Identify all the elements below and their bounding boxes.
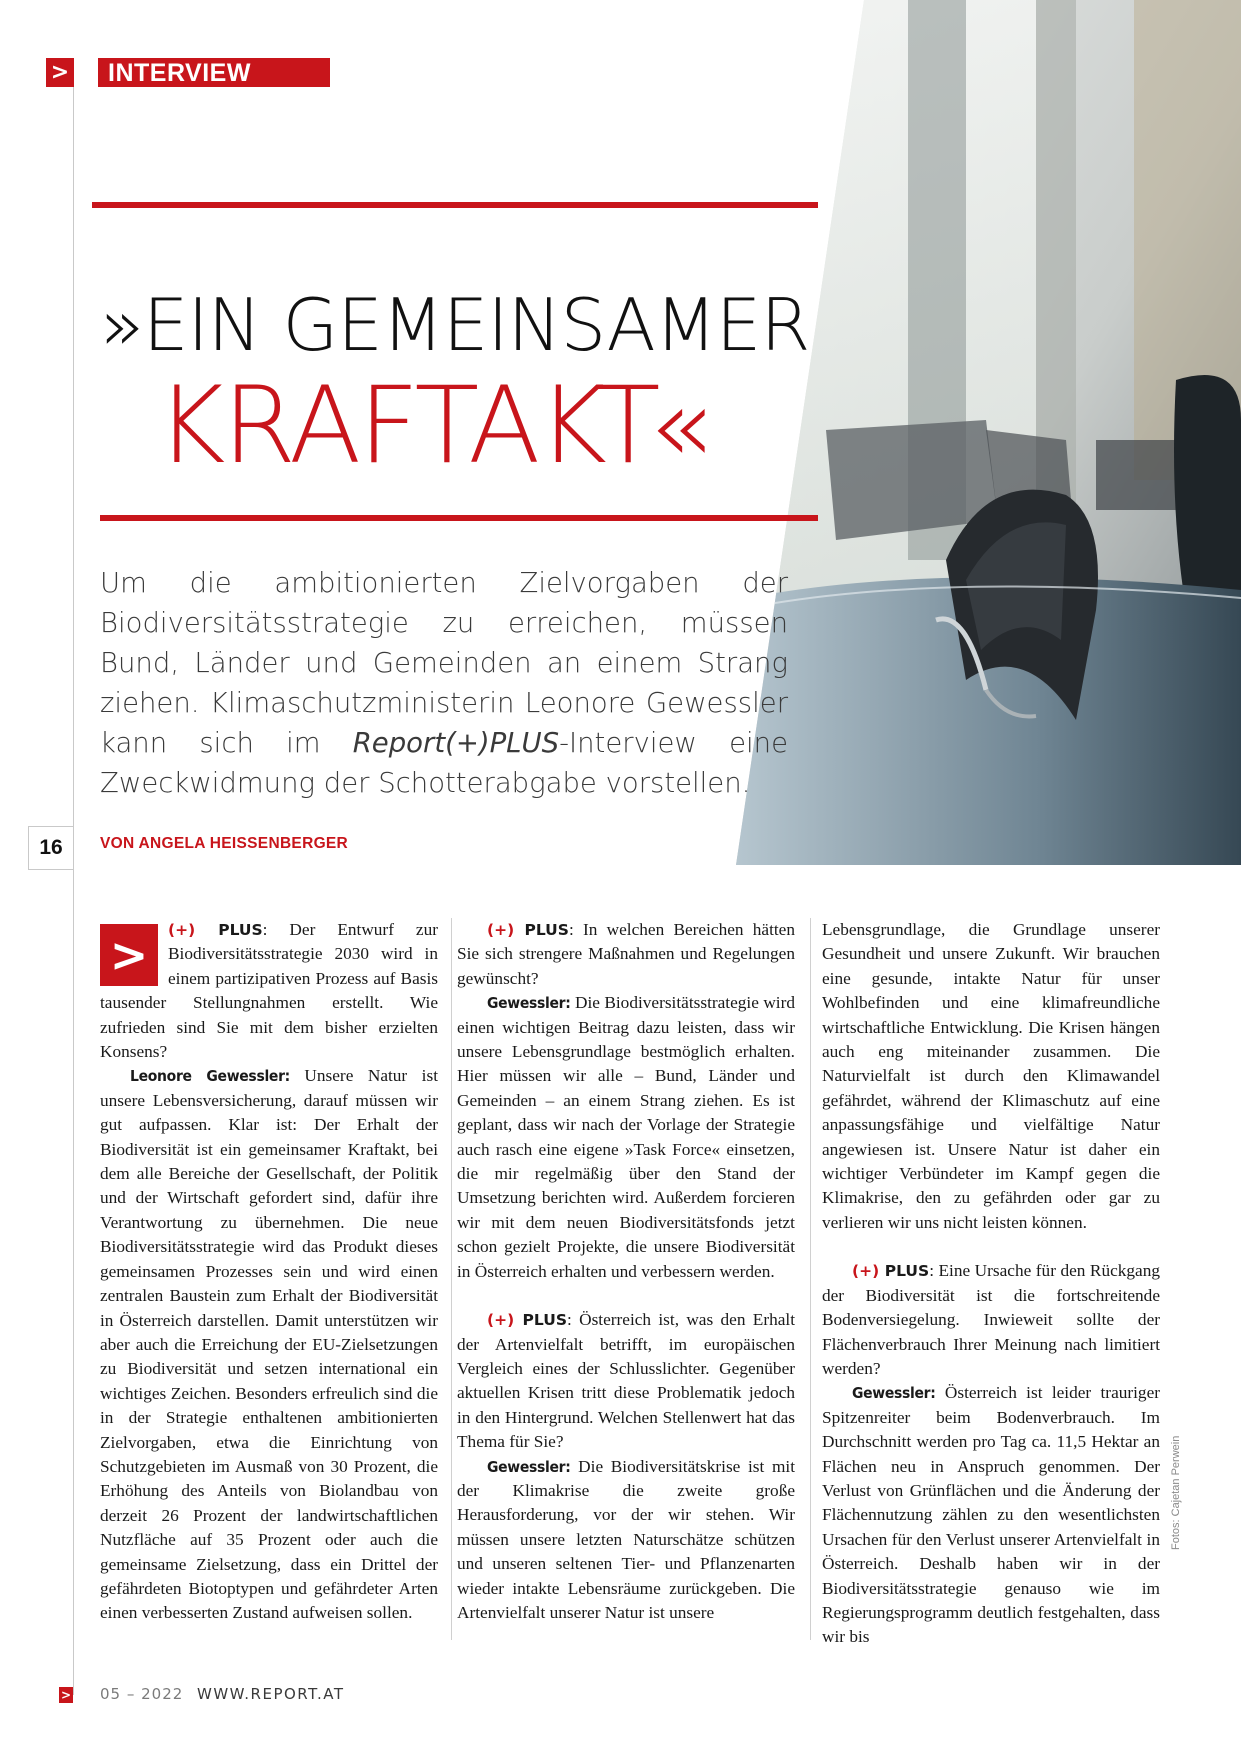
- answer-3: Die Biodiversitätskrise ist mit der Klimakrise die zweite große Herausforderung, vor der wir stehen. Wir müssen unsere letzten Naturschätze schützen und unseren seltenen Tier- und Pflanzenarten wieder intakte Lebensräume zurückgeben. Die Artenvielfalt unserer Natur ist unsere: [457, 1456, 795, 1622]
- lead-publication: Report(+)PLUS: [352, 727, 560, 759]
- question-label: (+) PLUS: [852, 1262, 930, 1281]
- answer-2: Die Biodiversitätsstrategie wird einen wichtigen Beitrag dazu leisten, dass wir unsere Lebensgrundlage bestmöglich erhalten. Hier müssen wir alle – Bund, Länder und Gemeinden – an einem Strang ziehen. Es ist geplant, dass wir nach der Vorlage der Strategie auch rasch eine eigene »Task Force« einsetzen, die mir regelmäßig über den Stand der Umsetzung berichten wird. Außerdem forcieren wir mit dem neuen Biodiversitätsfonds jetzt schon gezielt Projekte, die unsere Biodiversität in Österreich erhalten und verbessern werden.: [457, 993, 795, 1281]
- speaker-label: Gewessler:: [487, 994, 571, 1013]
- question-label: (+) PLUS: [487, 921, 569, 939]
- question-label: (+) PLUS: [168, 921, 263, 939]
- column-divider: [451, 918, 452, 1640]
- conference-room-photo: [736, 0, 1241, 865]
- answer-1: Unsere Natur ist unsere Lebensversicherung, darauf müssen wir gut aufpassen. Klar ist: Der Erhalt der Biodiversität ist ein gemeinsamer Kraftakt, bei dem alle Bereiche der Gesellschaft, der Politik und der Wirtschaft gefordert sind, dafür ihre Verantwortung zu übernehmen. Die neue Biodiversitätsstrategie wird das Produkt dieses gemeinsamen Prozesses sein und wird einen zentralen Baustein zum Erhalt der Biodiversität in Österreich darstellen. Damit unterstützen wir aber auch die Erreichung der EU-Zielsetzungen zu Biodiversität und setzen international ein wichtiges Zeichen. Besonders erfreulich sind die in der Strategie enthaltenen ambitionierten Zielvorgaben, etwa die Einrichtung von Schutzgebieten im Ausmaß von 30 Prozent, die Erhöhung des Anteils von Biolandbau von derzeit 26 Prozent der landwirtschaftlichen Nutzfläche auf 35 Prozent oder auch die gemeinsame Zielsetzung, dass ein Drittel der gefährdeten Biotoptypen und gefährdeter Arten einen verbesserten Zustand aufweisen sollen.: [100, 1066, 438, 1623]
- body-column-3: [822, 918, 1160, 1650]
- body-column-1: [100, 918, 438, 1626]
- question-3: : Österreich ist, was den Erhalt der Artenvielfalt betrifft, im europäischen Vergleich eines der Schlusslichter. Gegenüber aktuellen Krisen tritt diese Problematik jedoch in den Hintergrund. Welchen Stellenwert hat das Thema für Sie?: [457, 1310, 795, 1452]
- answer-3-continued: Lebensgrundlage, die Grundlage unserer Gesundheit und unsere Zukunft. Wir brauchen eine gesunde, intakte Natur für unser Wohlbefinden und eine klimafreundliche wirtschaftliche Entwicklung. Die Krisen hängen auch eng miteinander zusammen. Die Naturvielfalt ist durch den Klimawandel gefährdet, während der Klimaschutz auf eine anpassungsfähige und vielfältige Natur angewiesen ist. Unsere Natur ist daher ein wichtiger Verbündeter im Kampf gegen die Klimakrise, den zu gefährden oder gar zu verlieren wir uns nicht leisten können.: [822, 920, 1160, 1232]
- headline-line-1: »EIN GEMEINSAMER: [100, 283, 810, 367]
- lead-text-2: -Interview eine Zweckwidmung der Schotterabgabe vorstellen.: [100, 727, 788, 799]
- lead-text-1: Um die ambitionierten Zielvorgaben der Biodiversitätsstrategie zu erreichen, müssen Bund, Länder und Gemeinden an einem Strang ziehen. Klimaschutzministerin Leonore Gewessler kann sich im: [100, 567, 788, 759]
- section-label: INTERVIEW: [108, 59, 251, 87]
- answer-4: Österreich ist leider trauriger Spitzenreiter beim Bodenverbrauch. Im Durchschnitt werden pro Tag ca. 11,5 Hektar an Flächen neu in Anspruch genommen. Der Verlust von Grünflächen und die Änderung der Flächennutzung zählen zu den wesentlichsten Ursachen für den Verlust unserer Artenvielfalt in Österreich. Deshalb haben wir in der Biodiversitätsstrategie genauso wie im Regierungsprogramm deutlich festgehalten, dass wir bis: [822, 1383, 1160, 1647]
- footer-arrow-icon: >: [60, 1688, 72, 1702]
- column-divider: [810, 918, 811, 1640]
- question-4: : Eine Ursache für den Rückgang der Biodiversität ist die fortschreitende Bodenversiegelung. Inwieweit sollte der Flächenverbrauch Ihrer Meinung nach limitiert werden?: [822, 1261, 1160, 1378]
- question-label: (+) PLUS: [487, 1311, 567, 1330]
- photo-credit: Fotos: Cajetan Perwein: [1170, 1435, 1182, 1550]
- speaker-label: Leonore Gewessler:: [130, 1067, 290, 1086]
- page-number: 16: [28, 826, 74, 870]
- headline-bottom-rule: [100, 515, 818, 521]
- lead-paragraph: [100, 563, 788, 803]
- issue-number: 05 – 2022: [100, 1685, 184, 1703]
- section-arrow-icon: >: [46, 58, 74, 87]
- body-column-2: [457, 918, 795, 1625]
- drop-arrow-icon: >: [100, 924, 158, 986]
- margin-rule: [73, 87, 74, 1695]
- byline: VON ANGELA HEISSENBERGER: [100, 835, 349, 852]
- speaker-label: Gewessler:: [487, 1457, 571, 1476]
- website-link[interactable]: WWW.REPORT.AT: [197, 1685, 345, 1703]
- question-2: : In welchen Bereichen hätten Sie sich strengere Maßnahmen und Regelungen gewünscht?: [457, 920, 795, 988]
- headline-top-rule: [92, 202, 818, 208]
- speaker-label: Gewessler:: [852, 1384, 936, 1403]
- question-1: : Der Entwurf zur Biodiversitätsstrategie 2030 wird in einem partizipativen Prozess auf Basis tausender Stellungnahmen erstellt. Wie zufrieden sind Sie mit dem bisher erzielten Konsens?: [100, 920, 438, 1062]
- headline-line-2: KRAFTAKT«: [156, 364, 710, 487]
